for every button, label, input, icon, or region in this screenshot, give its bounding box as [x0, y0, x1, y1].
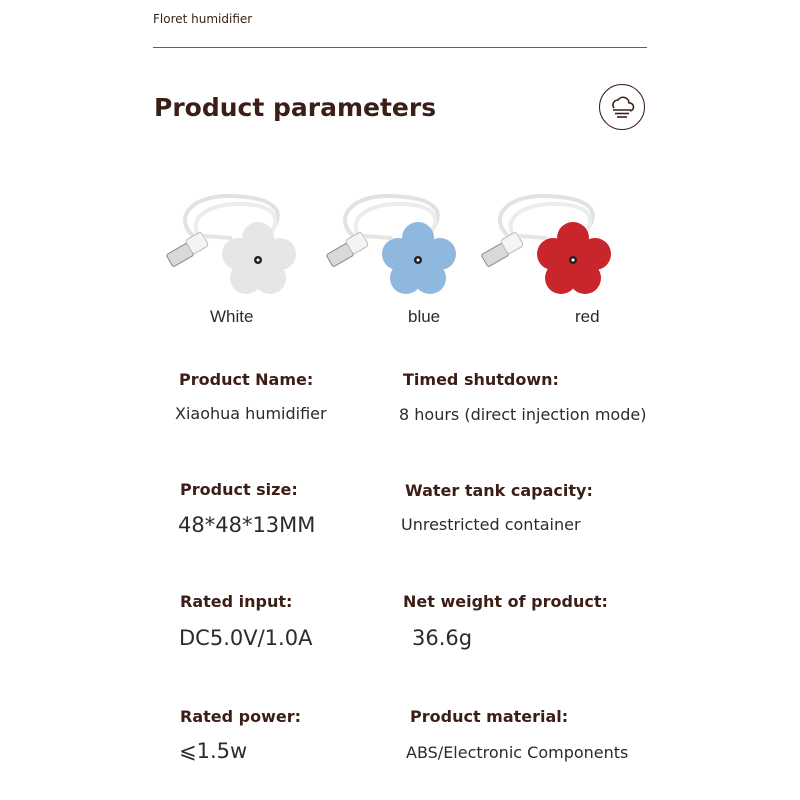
spec-label-net-weight: Net weight of product:: [403, 592, 608, 611]
spec-value-rated-input: DC5.0V/1.0A: [179, 626, 313, 650]
spec-value-water-tank: Unrestricted container: [401, 515, 581, 534]
spec-label-product-size: Product size:: [180, 480, 298, 499]
product-image-white: [160, 190, 325, 304]
spec-label-timed-shutdown: Timed shutdown:: [403, 370, 559, 389]
color-label-blue: blue: [408, 307, 441, 326]
spec-value-timed-shutdown: 8 hours (direct injection mode): [399, 405, 647, 424]
spec-value-rated-power: ⩽1.5w: [179, 739, 248, 763]
header-divider: [153, 47, 647, 48]
spec-label-rated-power: Rated power:: [180, 707, 302, 726]
spec-value-product-size: 48*48*13MM: [178, 513, 316, 537]
product-image-blue: [320, 190, 485, 304]
cloud-mist-icon: [599, 84, 645, 130]
spec-label-water-tank: Water tank capacity:: [405, 481, 593, 500]
page-title: Product parameters: [154, 93, 437, 122]
brand-name: Floret humidifier: [153, 12, 253, 26]
spec-value-net-weight: 36.6g: [412, 626, 473, 650]
spec-value-product-name: Xiaohua humidifier: [175, 404, 327, 423]
spec-label-material: Product material:: [410, 707, 569, 726]
color-label-red: red: [575, 307, 600, 326]
spec-value-material: ABS/Electronic Components: [406, 743, 629, 762]
spec-label-product-name: Product Name:: [179, 370, 314, 389]
color-label-white: White: [210, 307, 254, 326]
product-image-red: [475, 190, 640, 304]
spec-label-rated-input: Rated input:: [180, 592, 293, 611]
